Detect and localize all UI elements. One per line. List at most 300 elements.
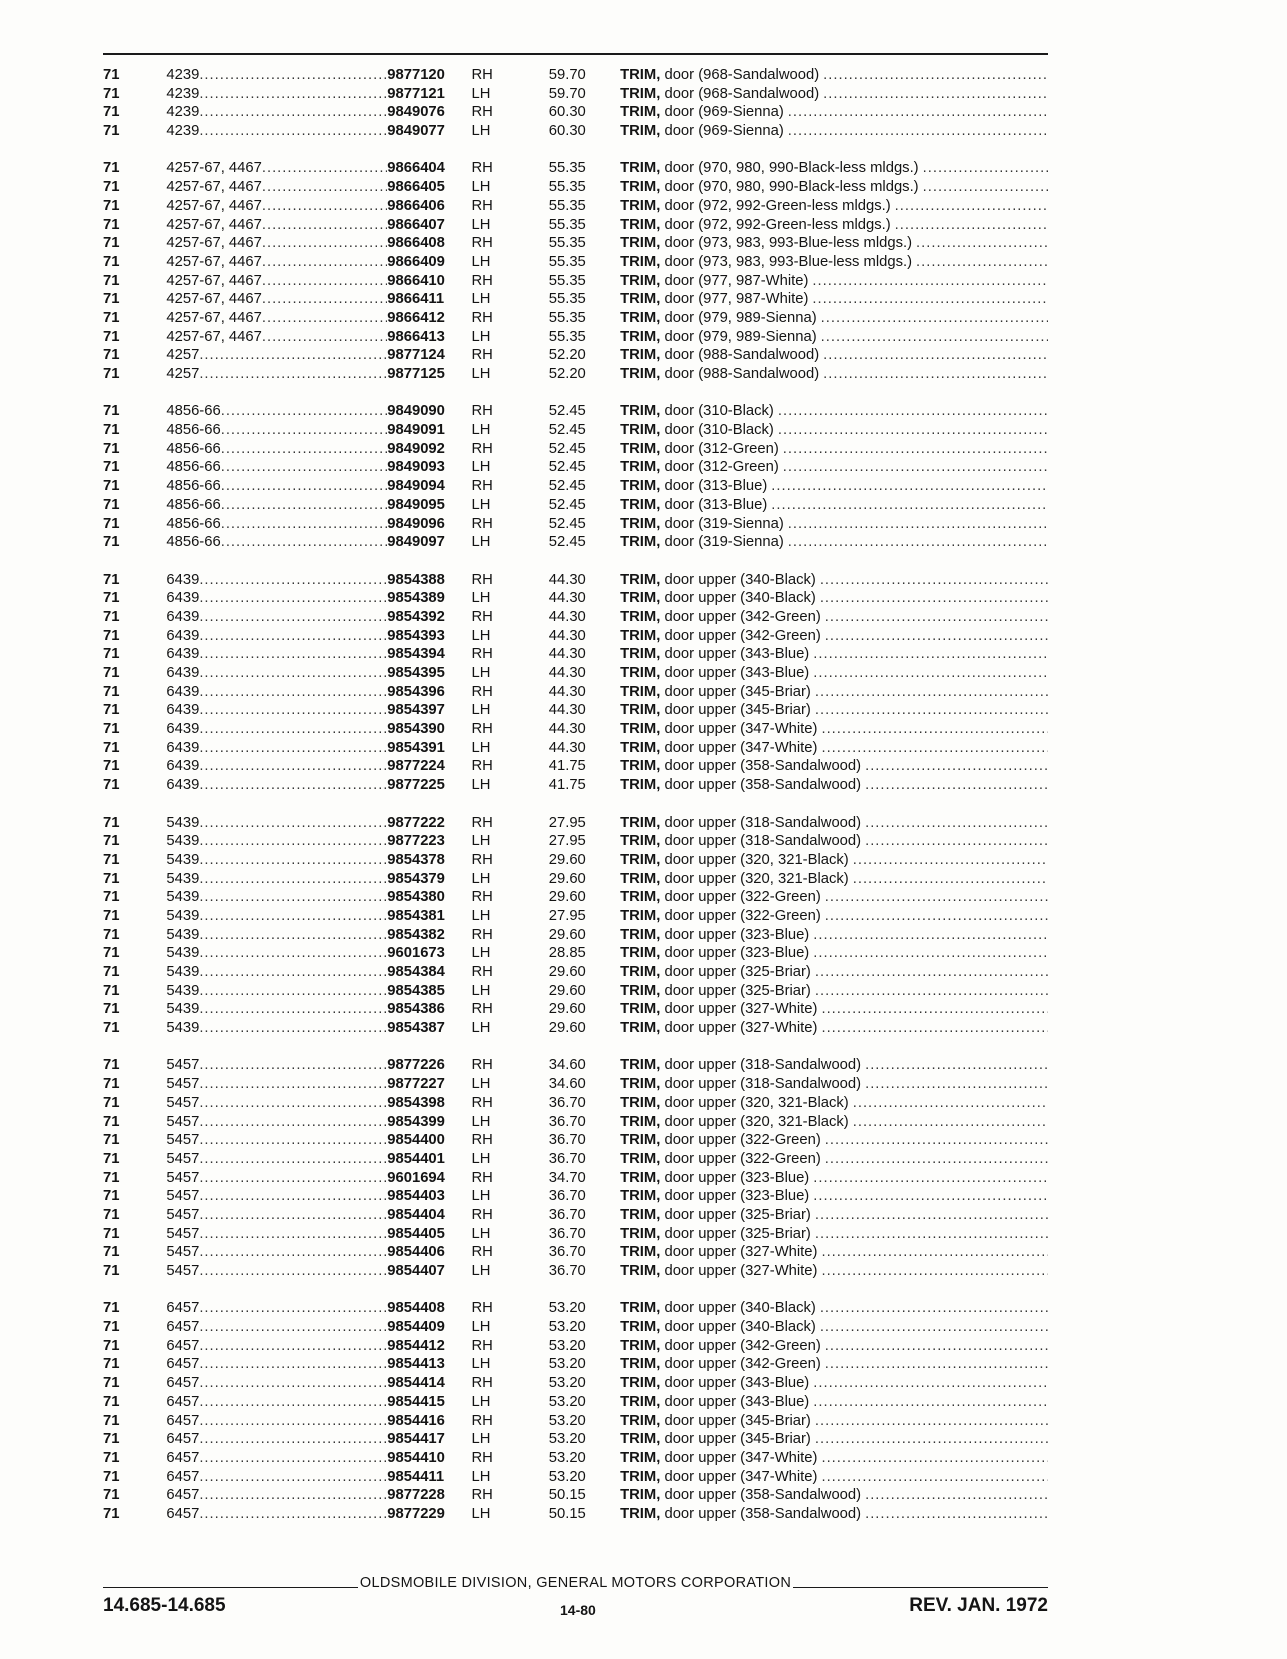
- dot-leader: [813, 926, 1048, 945]
- body-style: 5457: [166, 1113, 200, 1130]
- description-text: door (972, 992-Green-less mldgs.): [660, 197, 891, 214]
- part-row: [103, 982, 1048, 1001]
- description-cell: [620, 608, 1048, 627]
- description-text: door upper (318-Sandalwood): [660, 1076, 862, 1093]
- side: LH: [471, 1393, 491, 1410]
- dot-leader: [199, 739, 387, 758]
- dot-leader: [262, 328, 387, 347]
- description-text: door upper (343-Blue): [660, 665, 810, 681]
- description-keyword: TRIM,: [620, 739, 661, 756]
- part-number: 9854388: [387, 571, 445, 588]
- dot-leader: [199, 757, 387, 776]
- dot-leader: [199, 1299, 387, 1318]
- body-style: 6439: [166, 608, 200, 625]
- dot-leader: [262, 253, 387, 272]
- price: 36.70: [548, 1113, 586, 1130]
- body-style-cell: [166, 1075, 387, 1094]
- part-number: 9854381: [387, 907, 445, 924]
- part-number: 9866409: [387, 253, 445, 270]
- price: 55.35: [548, 328, 586, 345]
- description-text: door upper (345-Briar): [660, 683, 811, 700]
- part-row: [103, 1299, 1048, 1318]
- parts-group: [103, 66, 1048, 141]
- model-year: 71: [103, 459, 120, 476]
- side: LH: [471, 123, 491, 140]
- dot-leader: [778, 402, 1048, 421]
- description-keyword: TRIM,: [620, 1113, 661, 1130]
- description: [620, 1150, 821, 1169]
- body-style: 5439: [166, 926, 200, 943]
- dot-leader: [221, 533, 388, 552]
- side: LH: [471, 366, 491, 382]
- body-style-cell: [166, 1000, 387, 1019]
- description: [620, 66, 819, 85]
- body-style-cell: [166, 1337, 387, 1356]
- part-number: 9877229: [387, 1505, 445, 1522]
- dot-leader: [199, 963, 387, 982]
- description-text: door upper (358-Sandalwood): [660, 777, 862, 794]
- model-year: 71: [103, 160, 120, 177]
- part-number: 9849077: [387, 123, 445, 140]
- part-number: 9854403: [387, 1188, 445, 1205]
- body-style: 4856-66: [166, 496, 221, 513]
- side: LH: [471, 328, 491, 345]
- description-keyword: TRIM,: [620, 347, 661, 364]
- dot-leader: [821, 309, 1048, 328]
- dot-leader: [199, 814, 387, 833]
- description-text: door upper (323-Blue): [660, 1169, 810, 1186]
- dot-leader: [865, 1056, 1048, 1075]
- description-cell: [620, 1243, 1048, 1262]
- description-text: door (973, 983, 993-Blue-less mldgs.): [660, 235, 913, 252]
- description-keyword: TRIM,: [620, 1150, 661, 1167]
- body-style: 6457: [166, 1412, 200, 1429]
- part-row: [103, 814, 1048, 833]
- part-row: [103, 888, 1048, 907]
- description-text: door upper (322-Green): [660, 889, 821, 906]
- dot-leader: [813, 1169, 1048, 1188]
- part-number: 9601673: [387, 945, 445, 962]
- side: RH: [471, 814, 493, 831]
- description-cell: [620, 1374, 1048, 1393]
- dot-leader: [916, 234, 1048, 253]
- price: 29.60: [548, 851, 586, 868]
- side: RH: [471, 646, 493, 663]
- body-style: 4239: [166, 67, 200, 83]
- body-style: 6457: [166, 1356, 200, 1373]
- description: [620, 477, 767, 496]
- description-text: door (977, 987-White): [660, 291, 809, 308]
- side: RH: [471, 964, 493, 980]
- description-cell: [620, 1468, 1048, 1487]
- body-style-cell: [166, 290, 387, 309]
- body-style-cell: [166, 496, 387, 515]
- model-year: 71: [103, 85, 120, 102]
- part-row: [103, 1187, 1048, 1206]
- dot-leader: [825, 888, 1048, 907]
- body-style-cell: [166, 1094, 387, 1113]
- model-year: 71: [103, 1431, 120, 1448]
- price: 52.45: [548, 403, 586, 420]
- dot-leader: [916, 253, 1048, 272]
- description-text: door upper (342-Green): [660, 1337, 821, 1354]
- price: 29.60: [548, 982, 586, 999]
- side: LH: [471, 1188, 491, 1205]
- model-year: 71: [103, 253, 120, 270]
- description-text: door upper (342-Green): [660, 627, 821, 644]
- dot-leader: [199, 1075, 387, 1094]
- body-style: 4257: [166, 366, 200, 382]
- description-text: door upper (327-White): [660, 1020, 818, 1037]
- part-row: [103, 571, 1048, 590]
- description-text: door upper (323-Blue): [660, 1188, 810, 1205]
- part-row: [103, 328, 1048, 347]
- model-year: 71: [103, 1057, 120, 1074]
- dot-leader: [853, 1094, 1048, 1113]
- body-style: 6457: [166, 1375, 200, 1392]
- part-row: [103, 346, 1048, 365]
- model-year: 71: [103, 1113, 120, 1130]
- part-row: [103, 122, 1048, 141]
- dot-leader: [821, 739, 1048, 758]
- dot-leader: [825, 1150, 1048, 1169]
- model-year: 71: [103, 328, 120, 345]
- body-style: 5457: [166, 1244, 200, 1261]
- side: LH: [471, 496, 491, 513]
- dot-leader: [825, 1131, 1048, 1150]
- body-style: 5457: [166, 1076, 200, 1093]
- body-style: 4257-67, 4467: [166, 328, 262, 345]
- model-year: 71: [103, 496, 120, 513]
- description-text: door (970, 980, 990-Black-less mldgs.): [660, 179, 919, 196]
- body-style: 6457: [166, 1300, 200, 1317]
- model-year: 71: [103, 123, 120, 140]
- part-number: 9854411: [387, 1468, 445, 1485]
- body-style-cell: [166, 402, 387, 421]
- side: LH: [471, 1356, 491, 1373]
- description-keyword: TRIM,: [620, 1001, 661, 1018]
- part-number: 9854412: [387, 1337, 445, 1354]
- model-year: 71: [103, 1449, 120, 1466]
- part-row: [103, 1150, 1048, 1169]
- side: LH: [471, 777, 491, 794]
- dot-leader: [820, 1318, 1048, 1337]
- body-style-cell: [166, 1505, 387, 1524]
- description-cell: [620, 1337, 1048, 1356]
- part-row: [103, 1393, 1048, 1412]
- body-style-cell: [166, 477, 387, 496]
- part-number: 9854396: [387, 683, 445, 700]
- part-number: 9854404: [387, 1206, 445, 1223]
- description-cell: [620, 1355, 1048, 1374]
- description: [620, 234, 912, 253]
- price: 44.30: [548, 721, 586, 738]
- body-style-cell: [166, 757, 387, 776]
- dot-leader: [821, 1019, 1048, 1038]
- dot-leader: [199, 1131, 387, 1150]
- body-style-cell: [166, 122, 387, 141]
- description-keyword: TRIM,: [620, 1244, 661, 1261]
- description-keyword: TRIM,: [620, 1449, 661, 1466]
- dot-leader: [221, 421, 388, 440]
- part-number: 9877125: [387, 366, 445, 382]
- description-cell: [620, 290, 1048, 309]
- model-year: 71: [103, 851, 120, 868]
- model-year: 71: [103, 422, 120, 439]
- body-style: 5439: [166, 982, 200, 999]
- description: [620, 458, 779, 477]
- body-style: 4239: [166, 123, 200, 140]
- dot-leader: [823, 66, 1048, 85]
- dot-leader: [815, 1225, 1048, 1244]
- description: [620, 253, 912, 272]
- description: [620, 1337, 821, 1356]
- description-keyword: TRIM,: [620, 907, 661, 924]
- price: 55.35: [548, 179, 586, 196]
- side: RH: [471, 758, 493, 775]
- model-year: 71: [103, 1094, 120, 1111]
- description: [620, 1169, 809, 1188]
- description-text: door (310-Black): [660, 403, 774, 420]
- part-row: [103, 1094, 1048, 1113]
- price: 55.35: [548, 235, 586, 252]
- description-cell: [620, 870, 1048, 889]
- model-year: 71: [103, 235, 120, 252]
- price: 28.85: [548, 945, 586, 962]
- side: RH: [471, 347, 493, 364]
- part-row: [103, 944, 1048, 963]
- model-year: 71: [103, 1150, 120, 1167]
- price: 44.30: [548, 627, 586, 644]
- description: [620, 982, 811, 1001]
- dot-leader: [783, 458, 1048, 477]
- side: RH: [471, 1001, 493, 1018]
- body-style-cell: [166, 720, 387, 739]
- side: RH: [471, 104, 493, 121]
- model-year: 71: [103, 1319, 120, 1336]
- body-style-cell: [166, 832, 387, 851]
- description: [620, 421, 774, 440]
- body-style-cell: [166, 907, 387, 926]
- body-style-cell: [166, 1486, 387, 1505]
- description-keyword: TRIM,: [620, 1319, 661, 1336]
- dot-leader: [199, 870, 387, 889]
- description: [620, 1131, 821, 1150]
- part-row: [103, 1056, 1048, 1075]
- body-style-cell: [166, 1468, 387, 1487]
- description: [620, 814, 861, 833]
- dot-leader: [815, 1412, 1048, 1431]
- body-style-cell: [166, 1225, 387, 1244]
- dot-leader: [199, 720, 387, 739]
- model-year: 71: [103, 721, 120, 738]
- description-cell: [620, 1000, 1048, 1019]
- price: 60.30: [548, 104, 586, 121]
- description: [620, 533, 784, 552]
- dot-leader: [813, 1187, 1048, 1206]
- side: LH: [471, 870, 491, 887]
- description-cell: [620, 346, 1048, 365]
- description-text: door upper (340-Black): [660, 590, 816, 607]
- dot-leader: [221, 402, 388, 421]
- description-keyword: TRIM,: [620, 889, 661, 906]
- description-keyword: TRIM,: [620, 403, 661, 420]
- description: [620, 1299, 816, 1318]
- price: 41.75: [548, 758, 586, 775]
- dot-leader: [199, 1206, 387, 1225]
- description-cell: [620, 1169, 1048, 1188]
- part-row: [103, 515, 1048, 534]
- description: [620, 571, 816, 590]
- body-style-cell: [166, 776, 387, 795]
- description-text: door upper (347-White): [660, 739, 818, 756]
- price: 34.60: [548, 1076, 586, 1093]
- dot-leader: [199, 1056, 387, 1075]
- description-keyword: TRIM,: [620, 253, 661, 270]
- description-text: door upper (325-Briar): [660, 982, 811, 999]
- part-number: 9854378: [387, 851, 445, 868]
- body-style-cell: [166, 1187, 387, 1206]
- dot-leader: [825, 1355, 1048, 1374]
- dot-leader: [199, 1337, 387, 1356]
- body-style: 5439: [166, 1020, 200, 1037]
- part-number: 9849090: [387, 403, 445, 420]
- part-number: 9854409: [387, 1319, 445, 1336]
- part-number: 9854410: [387, 1449, 445, 1466]
- part-row: [103, 309, 1048, 328]
- body-style: 6439: [166, 777, 200, 794]
- description-cell: [620, 496, 1048, 515]
- description: [620, 1056, 861, 1075]
- price: 55.35: [548, 197, 586, 214]
- description-keyword: TRIM,: [620, 1263, 661, 1279]
- description-text: door upper (347-White): [660, 721, 818, 738]
- description-keyword: TRIM,: [620, 534, 661, 551]
- description-keyword: TRIM,: [620, 216, 661, 233]
- description: [620, 1262, 817, 1281]
- body-style-cell: [166, 701, 387, 720]
- description-cell: [620, 739, 1048, 758]
- description-text: door upper (343-Blue): [660, 1375, 810, 1392]
- description: [620, 496, 767, 515]
- dot-leader: [825, 627, 1048, 646]
- part-row: [103, 458, 1048, 477]
- description-text: door upper (342-Green): [660, 608, 821, 625]
- dot-leader: [199, 1468, 387, 1487]
- description: [620, 776, 861, 795]
- model-year: 71: [103, 1225, 120, 1242]
- body-style: 4856-66: [166, 515, 221, 532]
- part-row: [103, 1206, 1048, 1225]
- side: RH: [471, 608, 493, 625]
- price: 55.35: [548, 160, 586, 177]
- description: [620, 720, 817, 739]
- part-number: 9866406: [387, 197, 445, 214]
- dot-leader: [221, 515, 388, 534]
- parts-group: [103, 814, 1048, 1038]
- description-cell: [620, 1262, 1048, 1281]
- body-style: 4856-66: [166, 459, 221, 476]
- price: 36.70: [548, 1188, 586, 1205]
- description-text: door upper (320, 321-Black): [660, 1094, 849, 1111]
- body-style: 4239: [166, 85, 200, 102]
- description-keyword: TRIM,: [620, 721, 661, 738]
- dot-leader: [771, 477, 1048, 496]
- part-row: [103, 608, 1048, 627]
- side: RH: [471, 571, 493, 588]
- part-row: [103, 1131, 1048, 1150]
- body-style: 6439: [166, 590, 200, 607]
- dot-leader: [923, 159, 1048, 178]
- description-keyword: TRIM,: [620, 851, 661, 868]
- model-year: 71: [103, 1169, 120, 1186]
- body-style: 5439: [166, 1001, 200, 1018]
- description-text: door upper (323-Blue): [660, 945, 810, 962]
- part-number: 9877225: [387, 777, 445, 794]
- model-year: 71: [103, 1412, 120, 1429]
- body-style: 6439: [166, 627, 200, 644]
- dot-leader: [821, 1243, 1048, 1262]
- body-style-cell: [166, 627, 387, 646]
- description: [620, 1374, 809, 1393]
- description-cell: [620, 234, 1048, 253]
- body-style-cell: [166, 664, 387, 683]
- description: [620, 1505, 861, 1524]
- part-row: [103, 421, 1048, 440]
- body-style: 6439: [166, 739, 200, 756]
- dot-leader: [262, 290, 387, 309]
- part-number: 9866407: [387, 216, 445, 233]
- description-cell: [620, 963, 1048, 982]
- description-text: door upper (347-White): [660, 1468, 818, 1485]
- body-style-cell: [166, 571, 387, 590]
- description-cell: [620, 1150, 1048, 1169]
- body-style-cell: [166, 1412, 387, 1431]
- part-row: [103, 1355, 1048, 1374]
- part-number: 9877222: [387, 814, 445, 831]
- part-row: [103, 645, 1048, 664]
- model-year: 71: [103, 534, 120, 551]
- price: 34.60: [548, 1057, 586, 1074]
- dot-leader: [199, 944, 387, 963]
- model-year: 71: [103, 814, 120, 831]
- description: [620, 1113, 849, 1132]
- side: RH: [471, 160, 493, 177]
- body-style: 6457: [166, 1319, 200, 1336]
- body-style-cell: [166, 814, 387, 833]
- model-year: 71: [103, 571, 120, 588]
- description: [620, 627, 821, 646]
- part-number: 9866412: [387, 309, 445, 326]
- body-style-cell: [166, 1150, 387, 1169]
- description-text: door upper (327-White): [660, 1244, 818, 1261]
- part-number: 9854408: [387, 1300, 445, 1317]
- dot-leader: [825, 907, 1048, 926]
- footer-rule-right: [793, 1587, 1048, 1589]
- footer-section-number: 14.685-14.685: [103, 1595, 226, 1616]
- dot-leader: [823, 346, 1048, 365]
- dot-leader: [199, 1393, 387, 1412]
- description-keyword: TRIM,: [620, 1356, 661, 1373]
- description: [620, 122, 784, 141]
- description-text: door upper (340-Black): [660, 1300, 816, 1317]
- description-cell: [620, 683, 1048, 702]
- dot-leader: [783, 440, 1048, 459]
- footer-corporation: OLDSMOBILE DIVISION, GENERAL MOTORS CORPORATION: [359, 1575, 792, 1591]
- price: 36.70: [548, 1094, 586, 1111]
- description: [620, 159, 919, 178]
- description-keyword: TRIM,: [620, 608, 661, 625]
